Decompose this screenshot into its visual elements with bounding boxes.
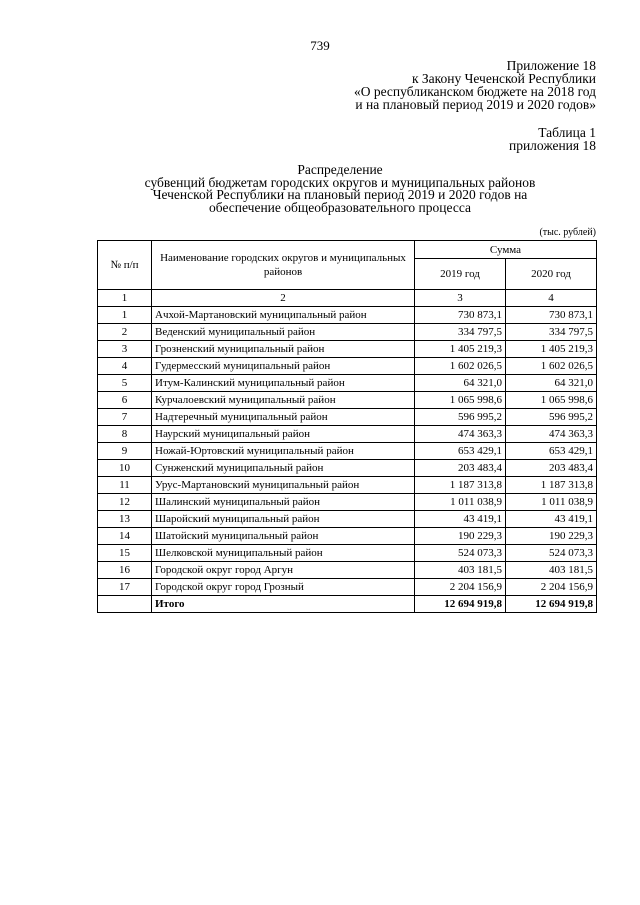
title-line: обеспечение общеобразовательного процесса	[209, 199, 471, 215]
row-name: Надтеречный муниципальный район	[152, 409, 415, 426]
column-index: 1	[98, 290, 152, 307]
table-row	[98, 443, 597, 460]
header-row	[98, 241, 597, 259]
table-reference	[509, 126, 596, 152]
appendix-line: Приложение 18	[506, 58, 596, 73]
appendix-line: к Закону Чеченской Республики	[411, 71, 596, 86]
total-2020: 12 694 919,8	[506, 596, 597, 613]
row-value-2020: 1 187 313,8	[506, 477, 597, 494]
table-row	[98, 511, 597, 528]
row-value-2019: 1 187 313,8	[415, 477, 506, 494]
row-value-2019: 2 204 156,9	[415, 579, 506, 596]
row-value-2019: 653 429,1	[415, 443, 506, 460]
table-row	[98, 494, 597, 511]
row-number: 1	[98, 307, 152, 324]
row-value-2020: 1 065 998,6	[506, 392, 597, 409]
row-value-2019: 1 065 998,6	[415, 392, 506, 409]
total-2019: 12 694 919,8	[415, 596, 506, 613]
row-number: 14	[98, 528, 152, 545]
row-value-2019: 596 995,2	[415, 409, 506, 426]
table-row	[98, 375, 597, 392]
row-number: 12	[98, 494, 152, 511]
title-line: Чеченской Республики на плановый период 2019 и 2020 годов на	[152, 187, 528, 202]
row-value-2019: 190 229,3	[415, 528, 506, 545]
row-value-2020: 596 995,2	[506, 409, 597, 426]
header-no: № п/п	[98, 241, 152, 290]
row-value-2019: 1 602 026,5	[415, 358, 506, 375]
row-number: 13	[98, 511, 152, 528]
row-number: 3	[98, 341, 152, 358]
table-row	[98, 426, 597, 443]
table-row	[98, 307, 597, 324]
row-number: 16	[98, 562, 152, 579]
row-name: Наурский муниципальный район	[152, 426, 415, 443]
table-row	[98, 460, 597, 477]
row-value-2019: 203 483,4	[415, 460, 506, 477]
total-label: Итого	[152, 596, 415, 613]
row-name: Ножай-Юртовский муниципальный район	[152, 443, 415, 460]
table-row	[98, 579, 597, 596]
total-row	[98, 596, 597, 613]
document-title	[100, 164, 580, 214]
table-row	[98, 324, 597, 341]
row-value-2020: 334 797,5	[506, 324, 597, 341]
row-value-2020: 64 321,0	[506, 375, 597, 392]
appendix-line: и на плановый период 2019 и 2020 годов»	[355, 97, 596, 112]
row-name: Урус-Мартановский муниципальный район	[152, 477, 415, 494]
column-index: 3	[415, 290, 506, 307]
row-value-2019: 403 181,5	[415, 562, 506, 579]
row-number: 7	[98, 409, 152, 426]
row-value-2020: 1 011 038,9	[506, 494, 597, 511]
row-number: 9	[98, 443, 152, 460]
row-value-2020: 1 405 219,3	[506, 341, 597, 358]
row-number: 15	[98, 545, 152, 562]
row-name: Ачхой-Мартановский муниципальный район	[152, 307, 415, 324]
table-row	[98, 545, 597, 562]
row-number: 6	[98, 392, 152, 409]
row-value-2020: 730 873,1	[506, 307, 597, 324]
table-row	[98, 477, 597, 494]
column-index-row	[98, 290, 597, 307]
row-name: Шелковской муниципальный район	[152, 545, 415, 562]
table-row	[98, 341, 597, 358]
row-value-2020: 190 229,3	[506, 528, 597, 545]
table-body	[98, 290, 597, 613]
row-name: Грозненский муниципальный район	[152, 341, 415, 358]
row-value-2019: 43 419,1	[415, 511, 506, 528]
table-row	[98, 562, 597, 579]
table-row	[98, 392, 597, 409]
row-value-2020: 1 602 026,5	[506, 358, 597, 375]
row-number: 5	[98, 375, 152, 392]
units-label: (тыс. рублей)	[539, 227, 596, 238]
table-row	[98, 528, 597, 545]
row-value-2020: 524 073,3	[506, 545, 597, 562]
row-name: Сунженский муниципальный район	[152, 460, 415, 477]
row-value-2020: 474 363,3	[506, 426, 597, 443]
header-name: Наименование городских округов и муниципальных районов	[152, 241, 415, 290]
header-2020: 2020 год	[506, 259, 597, 290]
row-value-2020: 203 483,4	[506, 460, 597, 477]
row-value-2019: 730 873,1	[415, 307, 506, 324]
column-index: 4	[506, 290, 597, 307]
subvention-table	[97, 240, 597, 613]
row-value-2019: 64 321,0	[415, 375, 506, 392]
appendix-header	[354, 59, 596, 111]
row-value-2019: 1 405 219,3	[415, 341, 506, 358]
row-name: Веденский муниципальный район	[152, 324, 415, 341]
row-value-2020: 2 204 156,9	[506, 579, 597, 596]
table-row	[98, 409, 597, 426]
table-row	[98, 358, 597, 375]
row-name: Итум-Калинский муниципальный район	[152, 375, 415, 392]
row-number: 11	[98, 477, 152, 494]
column-index: 2	[152, 290, 415, 307]
row-value-2019: 474 363,3	[415, 426, 506, 443]
total-number	[98, 596, 152, 613]
row-name: Городской округ город Аргун	[152, 562, 415, 579]
row-value-2020: 653 429,1	[506, 443, 597, 460]
row-number: 2	[98, 324, 152, 341]
table-ref-line: приложения 18	[508, 138, 596, 153]
page-number: 739	[310, 38, 330, 53]
row-name: Курчалоевский муниципальный район	[152, 392, 415, 409]
appendix-line: «О республиканском бюджете на 2018 год	[353, 84, 596, 99]
row-name: Городской округ город Грозный	[152, 579, 415, 596]
row-value-2020: 43 419,1	[506, 511, 597, 528]
row-number: 4	[98, 358, 152, 375]
row-name: Гудермесский муниципальный район	[152, 358, 415, 375]
table-ref-line: Таблица 1	[538, 125, 596, 140]
row-value-2019: 1 011 038,9	[415, 494, 506, 511]
row-number: 10	[98, 460, 152, 477]
row-name: Шалинский муниципальный район	[152, 494, 415, 511]
row-name: Шатойский муниципальный район	[152, 528, 415, 545]
title-line: субвенций бюджетам городских округов и муниципальных районов	[144, 174, 536, 190]
row-value-2019: 334 797,5	[415, 324, 506, 341]
row-value-2020: 403 181,5	[506, 562, 597, 579]
header-sum: Сумма	[415, 241, 597, 259]
header-2019: 2019 год	[415, 259, 506, 290]
row-value-2019: 524 073,3	[415, 545, 506, 562]
row-name: Шаройский муниципальный район	[152, 511, 415, 528]
row-number: 17	[98, 579, 152, 596]
title-line: Распределение	[297, 162, 383, 177]
row-number: 8	[98, 426, 152, 443]
